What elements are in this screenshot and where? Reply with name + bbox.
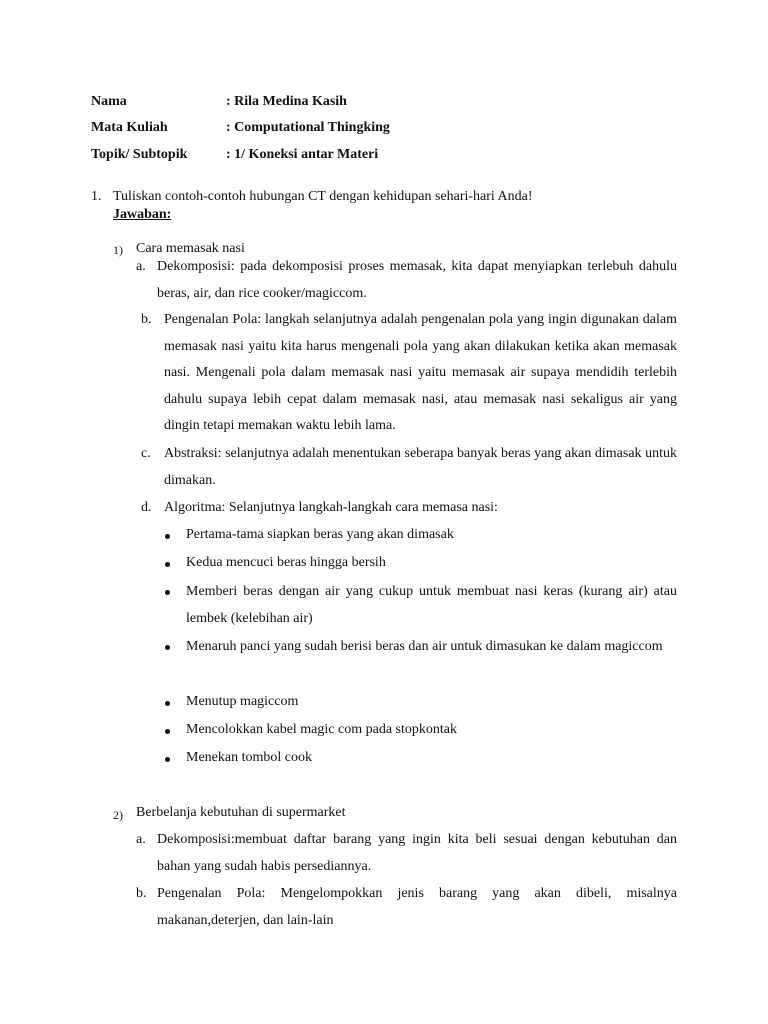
- bullet-text: Pertama-tama siapkan beras yang akan dimasak: [186, 527, 454, 542]
- sub-item-text: Pengenalan Pola: langkah selanjutnya adalah pengenalan pola yang ingin digunakan dalam memasak nasi yaitu kita harus mengenali pola yang akan dilakukan ketika akan memasak nasi. Mengenali pola dalam memasak nasi yaitu memasak air supaya mendidih terlebih dahulu supaya lebih cepat dalam memasak nasi, atau memasak nasi sekaligus air yang dingin tetapi memakan waktu lebih lama.: [164, 312, 677, 434]
- question-text: Tuliskan contoh-contoh hubungan CT dengan kehidupan sehari-hari Anda!: [113, 189, 533, 204]
- answer-label: Jawaban:: [113, 207, 172, 222]
- question-number: 1.: [91, 189, 102, 204]
- course-value: : Computational Thingking: [226, 120, 390, 135]
- sub-item-text: Abstraksi: selanjutnya adalah menentukan seberapa banyak beras yang akan dimasak untuk dimakan.: [164, 446, 677, 488]
- item-title: Cara memasak nasi: [136, 241, 245, 256]
- bullet-text: Menaruh panci yang sudah berisi beras dan air untuk dimasukan ke dalam magiccom: [186, 639, 663, 654]
- bullet-icon: [165, 534, 170, 539]
- bullet-text: Menekan tombol cook: [186, 750, 312, 765]
- item-number: 1): [113, 243, 123, 257]
- sub-item-letter: b.: [141, 312, 152, 327]
- bullet-text: Memberi beras dengan air yang cukup untuk membuat nasi keras (kurang air) atau lembek (kelebihan air): [186, 584, 677, 626]
- bullet-text: Kedua mencuci beras hingga bersih: [186, 555, 386, 570]
- bullet-text: Mencolokkan kabel magic com pada stopkontak: [186, 722, 457, 737]
- sub-item-letter: b.: [136, 886, 147, 901]
- sub-item-letter: d.: [141, 500, 152, 515]
- sub-item-letter: a.: [136, 259, 146, 274]
- item-number: 2): [113, 808, 123, 822]
- topic-label: Topik/ Subtopik: [91, 147, 188, 162]
- sub-item-letter: c.: [141, 446, 151, 461]
- bullet-icon: [165, 590, 170, 595]
- topic-value: : 1/ Koneksi antar Materi: [226, 147, 379, 162]
- bullet-text: Menutup magiccom: [186, 694, 299, 709]
- course-label: Mata Kuliah: [91, 120, 168, 135]
- item-title: Berbelanja kebutuhan di supermarket: [136, 805, 346, 820]
- bullet-icon: [165, 701, 170, 706]
- sub-item-text: Pengenalan Pola: Mengelompokkan jenis barang yang akan dibeli, misalnya makanan,deterjen, dan lain-lain: [157, 886, 677, 928]
- bullet-icon: [165, 562, 170, 567]
- sub-item-text: Dekomposisi:membuat daftar barang yang ingin kita beli sesuai dengan kebutuhan dan bahan yang sudah habis persediannya.: [157, 832, 677, 874]
- sub-item-text: Dekomposisi: pada dekomposisi proses memasak, kita dapat menyiapkan terlebuh dahulu beras, air, dan rice cooker/magiccom.: [157, 259, 677, 301]
- name-label: Nama: [91, 94, 127, 109]
- name-value: : Rila Medina Kasih: [226, 94, 347, 109]
- sub-item-text: Algoritma: Selanjutnya langkah-langkah cara memasa nasi:: [164, 500, 498, 515]
- bullet-icon: [165, 757, 170, 762]
- bullet-icon: [165, 729, 170, 734]
- sub-item-letter: a.: [136, 832, 146, 847]
- bullet-icon: [165, 645, 170, 650]
